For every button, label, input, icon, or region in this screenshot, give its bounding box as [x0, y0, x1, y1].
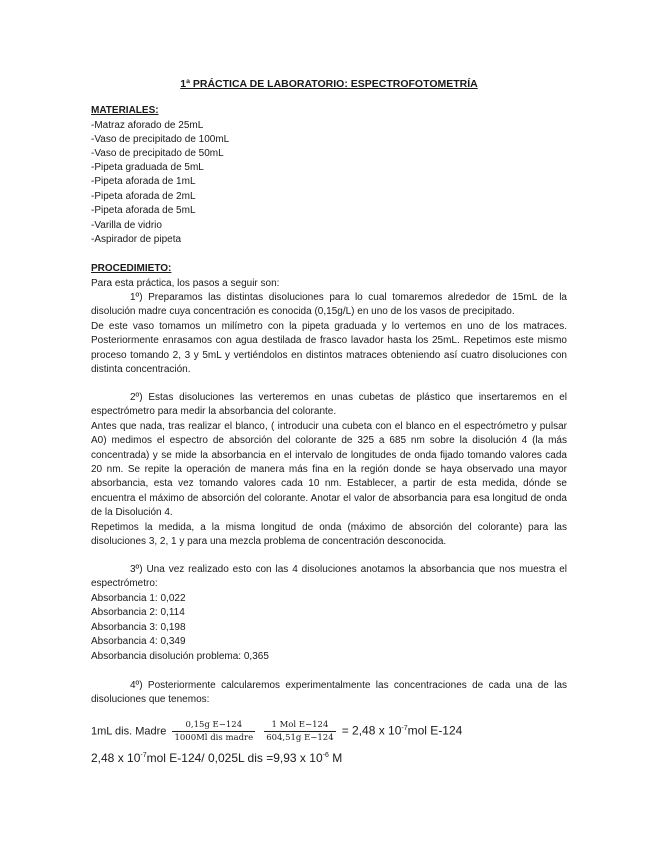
list-item: -Pipeta aforada de 1mL [91, 176, 196, 187]
fraction-denominator: 1000Ml dis madre [174, 733, 254, 743]
step1-block [91, 291, 567, 377]
list-item: -Vaso de precipitado de 50mL [91, 148, 224, 159]
formula-unit: mol E-124 [407, 723, 463, 738]
absorbance-value: Absorbancia 4: 0,349 [91, 636, 186, 647]
absorbance-value: Absorbancia 2: 0,114 [91, 607, 185, 618]
formula-concentration-2 [91, 751, 342, 765]
absorbance-value: Absorbancia 3: 0,198 [91, 622, 186, 633]
list-item: -Varilla de vidrio [91, 220, 162, 231]
formula-unit: M [328, 751, 343, 765]
list-item: -Matraz aforado de 25mL [91, 120, 204, 131]
fraction-numerator: 0,15g E−124 [172, 720, 255, 732]
step3-block [91, 563, 567, 592]
list-item: -Pipeta aforada de 5mL [91, 205, 196, 216]
formula-exponent: -7 [140, 752, 147, 759]
list-item: -Aspirador de pipeta [91, 234, 182, 245]
absorbance-value: Absorbancia disolución problema: 0,365 [91, 651, 269, 662]
step2-paragraph: Repetimos la medida, a la misma longitud de onda (máximo de absorción del colorante) para las disoluciones 3, 2, 1 y para una mezcla problema de concentración desconocida. [91, 521, 567, 548]
fraction-mass [172, 720, 255, 743]
list-item: -Vaso de precipitado de 100mL [91, 134, 230, 145]
step3-paragraph: 3º) Una vez realizado esto con las 4 disoluciones anotamos la absorbancia que nos muestra el espectrómetro: [91, 564, 567, 590]
page-title: 1ª PRÁCTICA DE LABORATORIO: ESPECTROFOTOMETRÍA [180, 78, 478, 90]
materiales-heading: MATERIALES: [91, 105, 159, 116]
formula-part: 2,48 x 10 [91, 751, 141, 765]
fraction-molar [264, 720, 335, 743]
absorbance-value: Absorbancia 1: 0,022 [91, 593, 186, 604]
step4-block [91, 679, 567, 708]
formula-part: mol E-124/ 0,025L dis =9,93 x 10 [146, 751, 323, 765]
formula-lead: 1mL dis. Madre [91, 725, 167, 738]
step1-paragraph: 1º) Preparamos las distintas disoluciones para lo cual tomaremos alrededor de 15mL de la disolución madre cuya concentración es conocida (0,15g/L) en uno de los vasos de precipitado. [91, 292, 567, 318]
formula-exponent: -7 [401, 724, 408, 732]
formula-result: = 2,48 x 10 [341, 723, 402, 738]
step2-paragraph: Antes que nada, tras realizar el blanco, ( introducir una cubeta con el blanco en el espectrómetro y pulsar A0) medimos el espectro de absorción del colorante de 325 a 685 nm sobre la disolución 4 (la más concentrada) y se mide la absorbancia en el intervalo de longitudes de onda fijado tomando valores cada 20 nm. Se repite la operación de manera más fina en la región donde se haya observado una mayor absorbancia, esta vez tomando valores cada 10 nm. Establecer, a partir de esta medida, dónde se encuentra el máximo de absorción del colorante. Anotar el valor de absorbancia para esa longitud de onda de la Disolución 4. [91, 420, 567, 519]
fraction-numerator: 1 Mol E−124 [264, 720, 335, 732]
fraction-denominator: 604,51g E−124 [266, 733, 334, 743]
procedimiento-heading: PROCEDIMIETO: [91, 263, 172, 274]
step1-paragraph: De este vaso tomamos un milímetro con la pipeta graduada y lo vertemos en uno de los matraces. Posteriormente enrasamos con agua destilada de frasco lavador hasta los 25mL. Repetimos este mismo proceso tomando 2, 3 y 5mL y vertiéndolos en distintos matraces obteniendo así cuatro disoluciones con distinta concentración. [91, 320, 567, 376]
list-item: -Pipeta graduada de 5mL [91, 162, 204, 173]
formula-exponent: -6 [322, 752, 329, 759]
step4-paragraph: 4º) Posteriormente calcularemos experimentalmente las concentraciones de cada una de las disoluciones que tenemos: [91, 680, 567, 706]
procedimiento-intro: Para esta práctica, los pasos a seguir son: [91, 278, 280, 289]
list-item: -Pipeta aforada de 2mL [91, 191, 196, 202]
step2-paragraph: 2º) Estas disoluciones las verteremos en unas cubetas de plástico que insertaremos en el espectrómetro para medir la absorbancia del colorante. [91, 392, 567, 418]
formula-concentration-1 [91, 720, 567, 743]
step2-block [91, 391, 567, 549]
